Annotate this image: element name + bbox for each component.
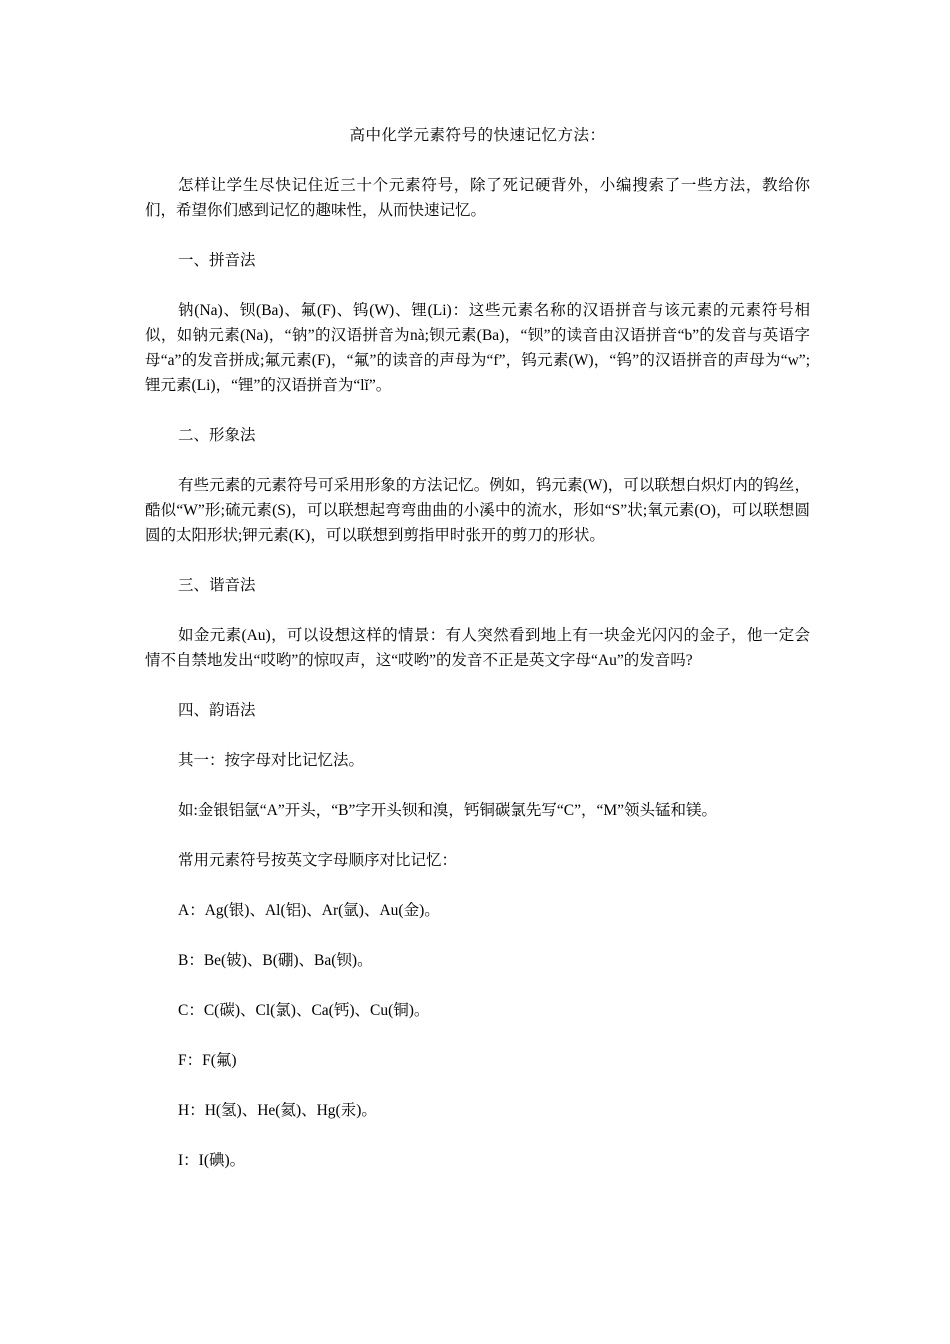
list-item-f: F：F(氟) [178, 1052, 237, 1069]
rhyme-subheading: 其一：按字母对比记忆法。 [178, 752, 365, 769]
alphabet-intro: 常用元素符号按英文字母顺序对比记忆： [178, 852, 458, 869]
rhyme-example: 如:金银铝氩“A”开头，“B”字开头钡和溴，钙铜碳氯先写“C”，“M”领头锰和镁。 [178, 802, 717, 819]
pinyin-paragraph: 钠(Na)、钡(Ba)、氟(F)、钨(W)、锂(Li)：这些元素名称的汉语拼音与该元素的元素符号相似，如钠元素(Na)，“钠”的汉语拼音为nà;钡元素(Ba)，“钡”的读音由汉语拼音“b”的发音与英语字母“a”的发音拼成;氟元素(F)，“氟”的读音的声母为“f”，钨元素(W)，“钨”的汉语拼音的声母为“w”;锂元素(Li)，“锂”的汉语拼音为“lǐ”。 [145, 302, 810, 394]
image-paragraph: 有些元素的元素符号可采用形象的方法记忆。例如，钨元素(W)，可以联想白炽灯内的钨丝，酷似“W”形;硫元素(S)，可以联想起弯弯曲曲的小溪中的流水，形如“S”状;氧元素(O)，可以联想圆圆的太阳形状;钾元素(K)，可以联想到剪指甲时张开的剪刀的形状。 [145, 477, 810, 544]
list-item-a: A：Ag(银)、Al(铝)、Ar(氩)、Au(金)。 [178, 902, 440, 919]
document-page [145, 123, 810, 1198]
section-heading-rhyme: 四、韵语法 [178, 702, 256, 719]
section-heading-pinyin: 一、拼音法 [178, 252, 256, 269]
homophone-paragraph: 如金元素(Au)，可以设想这样的情景：有人突然看到地上有一块金光闪闪的金子，他一定会情不自禁地发出“哎哟”的惊叹声，这“哎哟”的发音不正是英文字母“Au”的发音吗? [145, 627, 810, 669]
document-title: 高中化学元素符号的快速记忆方法： [349, 127, 606, 144]
list-item-h: H：H(氢)、He(氦)、Hg(汞)。 [178, 1102, 377, 1119]
intro-paragraph: 怎样让学生尽快记住近三十个元素符号，除了死记硬背外，小编搜索了一些方法，教给你们，希望你们感到记忆的趣味性，从而快速记忆。 [145, 177, 810, 219]
section-heading-homophone: 三、谐音法 [178, 577, 256, 594]
section-heading-image: 二、形象法 [178, 427, 256, 444]
list-item-c: C：C(碳)、Cl(氯)、Ca(钙)、Cu(铜)。 [178, 1002, 430, 1019]
list-item-i: I：I(碘)。 [178, 1152, 246, 1169]
list-item-b: B：Be(铍)、B(硼)、Ba(钡)。 [178, 952, 373, 969]
